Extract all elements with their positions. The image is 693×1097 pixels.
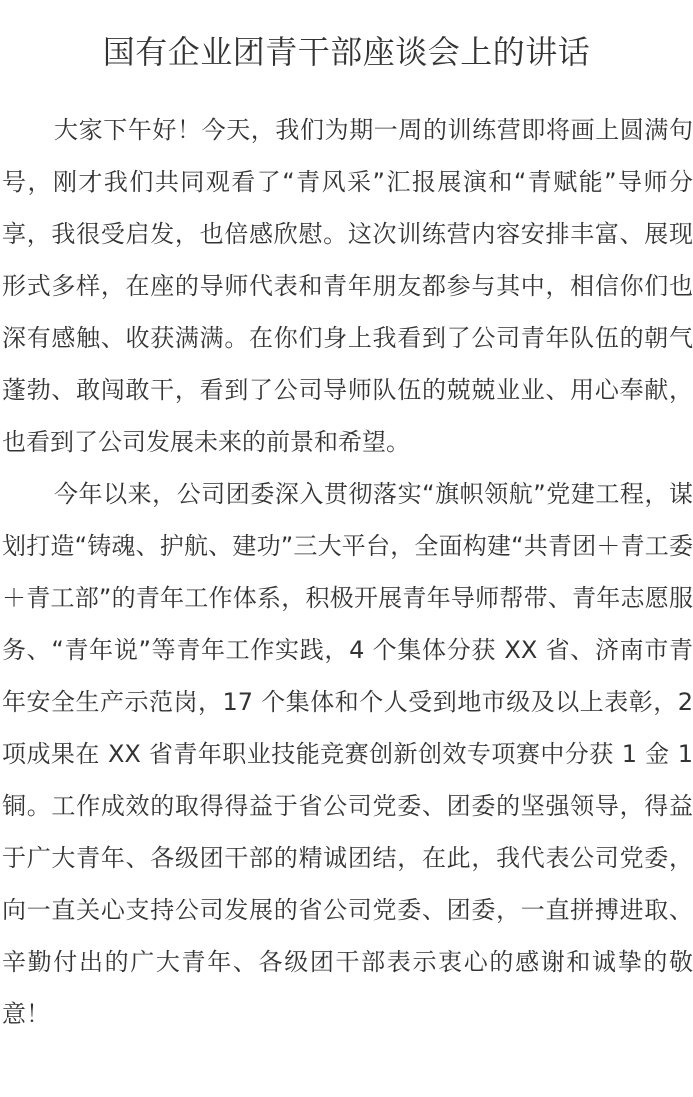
document-body — [2, 104, 693, 1040]
document-title: 国有企业团青干部座谈会上的讲话 — [102, 33, 591, 71]
paragraph: 大家下午好！今天，我们为期一周的训练营即将画上圆满句号，刚才我们共同观看了“青风采”汇报展演和“青赋能”导师分享，我很受启发，也倍感欣慰。这次训练营内容安排丰富、展现形式多样，在座的导师代表和青年朋友都参与其中，相信你们也深有感触、收获满满。在你们身上我看到了公司青年队伍的朝气蓬勃、敢闯敢干，看到了公司导师队伍的兢兢业业、用心奉献，也看到了公司发展未来的前景和希望。 — [2, 116, 693, 456]
paragraph: 今年以来，公司团委深入贯彻落实“旗帜领航”党建工程，谋划打造“铸魂、护航、建功”三大平台，全面构建“共青团＋青工委＋青工部”的青年工作体系，积极开展青年导师帮带、青年志愿服务、“青年说”等青年工作实践，4 个集体分获 XX 省、济南市青年安全生产示范岗，17 个集体和个人受到地市级及以上表彰，2 项成果在 XX 省青年职业技能竞赛创新创效专项赛中分获 1 金 1 铜。工作成效的取得得益于省公司党委、团委的坚强领导，得益于广大青年、各级团干部的精诚团结，在此，我代表公司党委，向一直关心支持公司发展的省公司党委、团委，一直拼搏进取、辛勤付出的广大青年、各级团干部表示衷心的感谢和诚挚的敬意！ — [2, 480, 693, 1028]
